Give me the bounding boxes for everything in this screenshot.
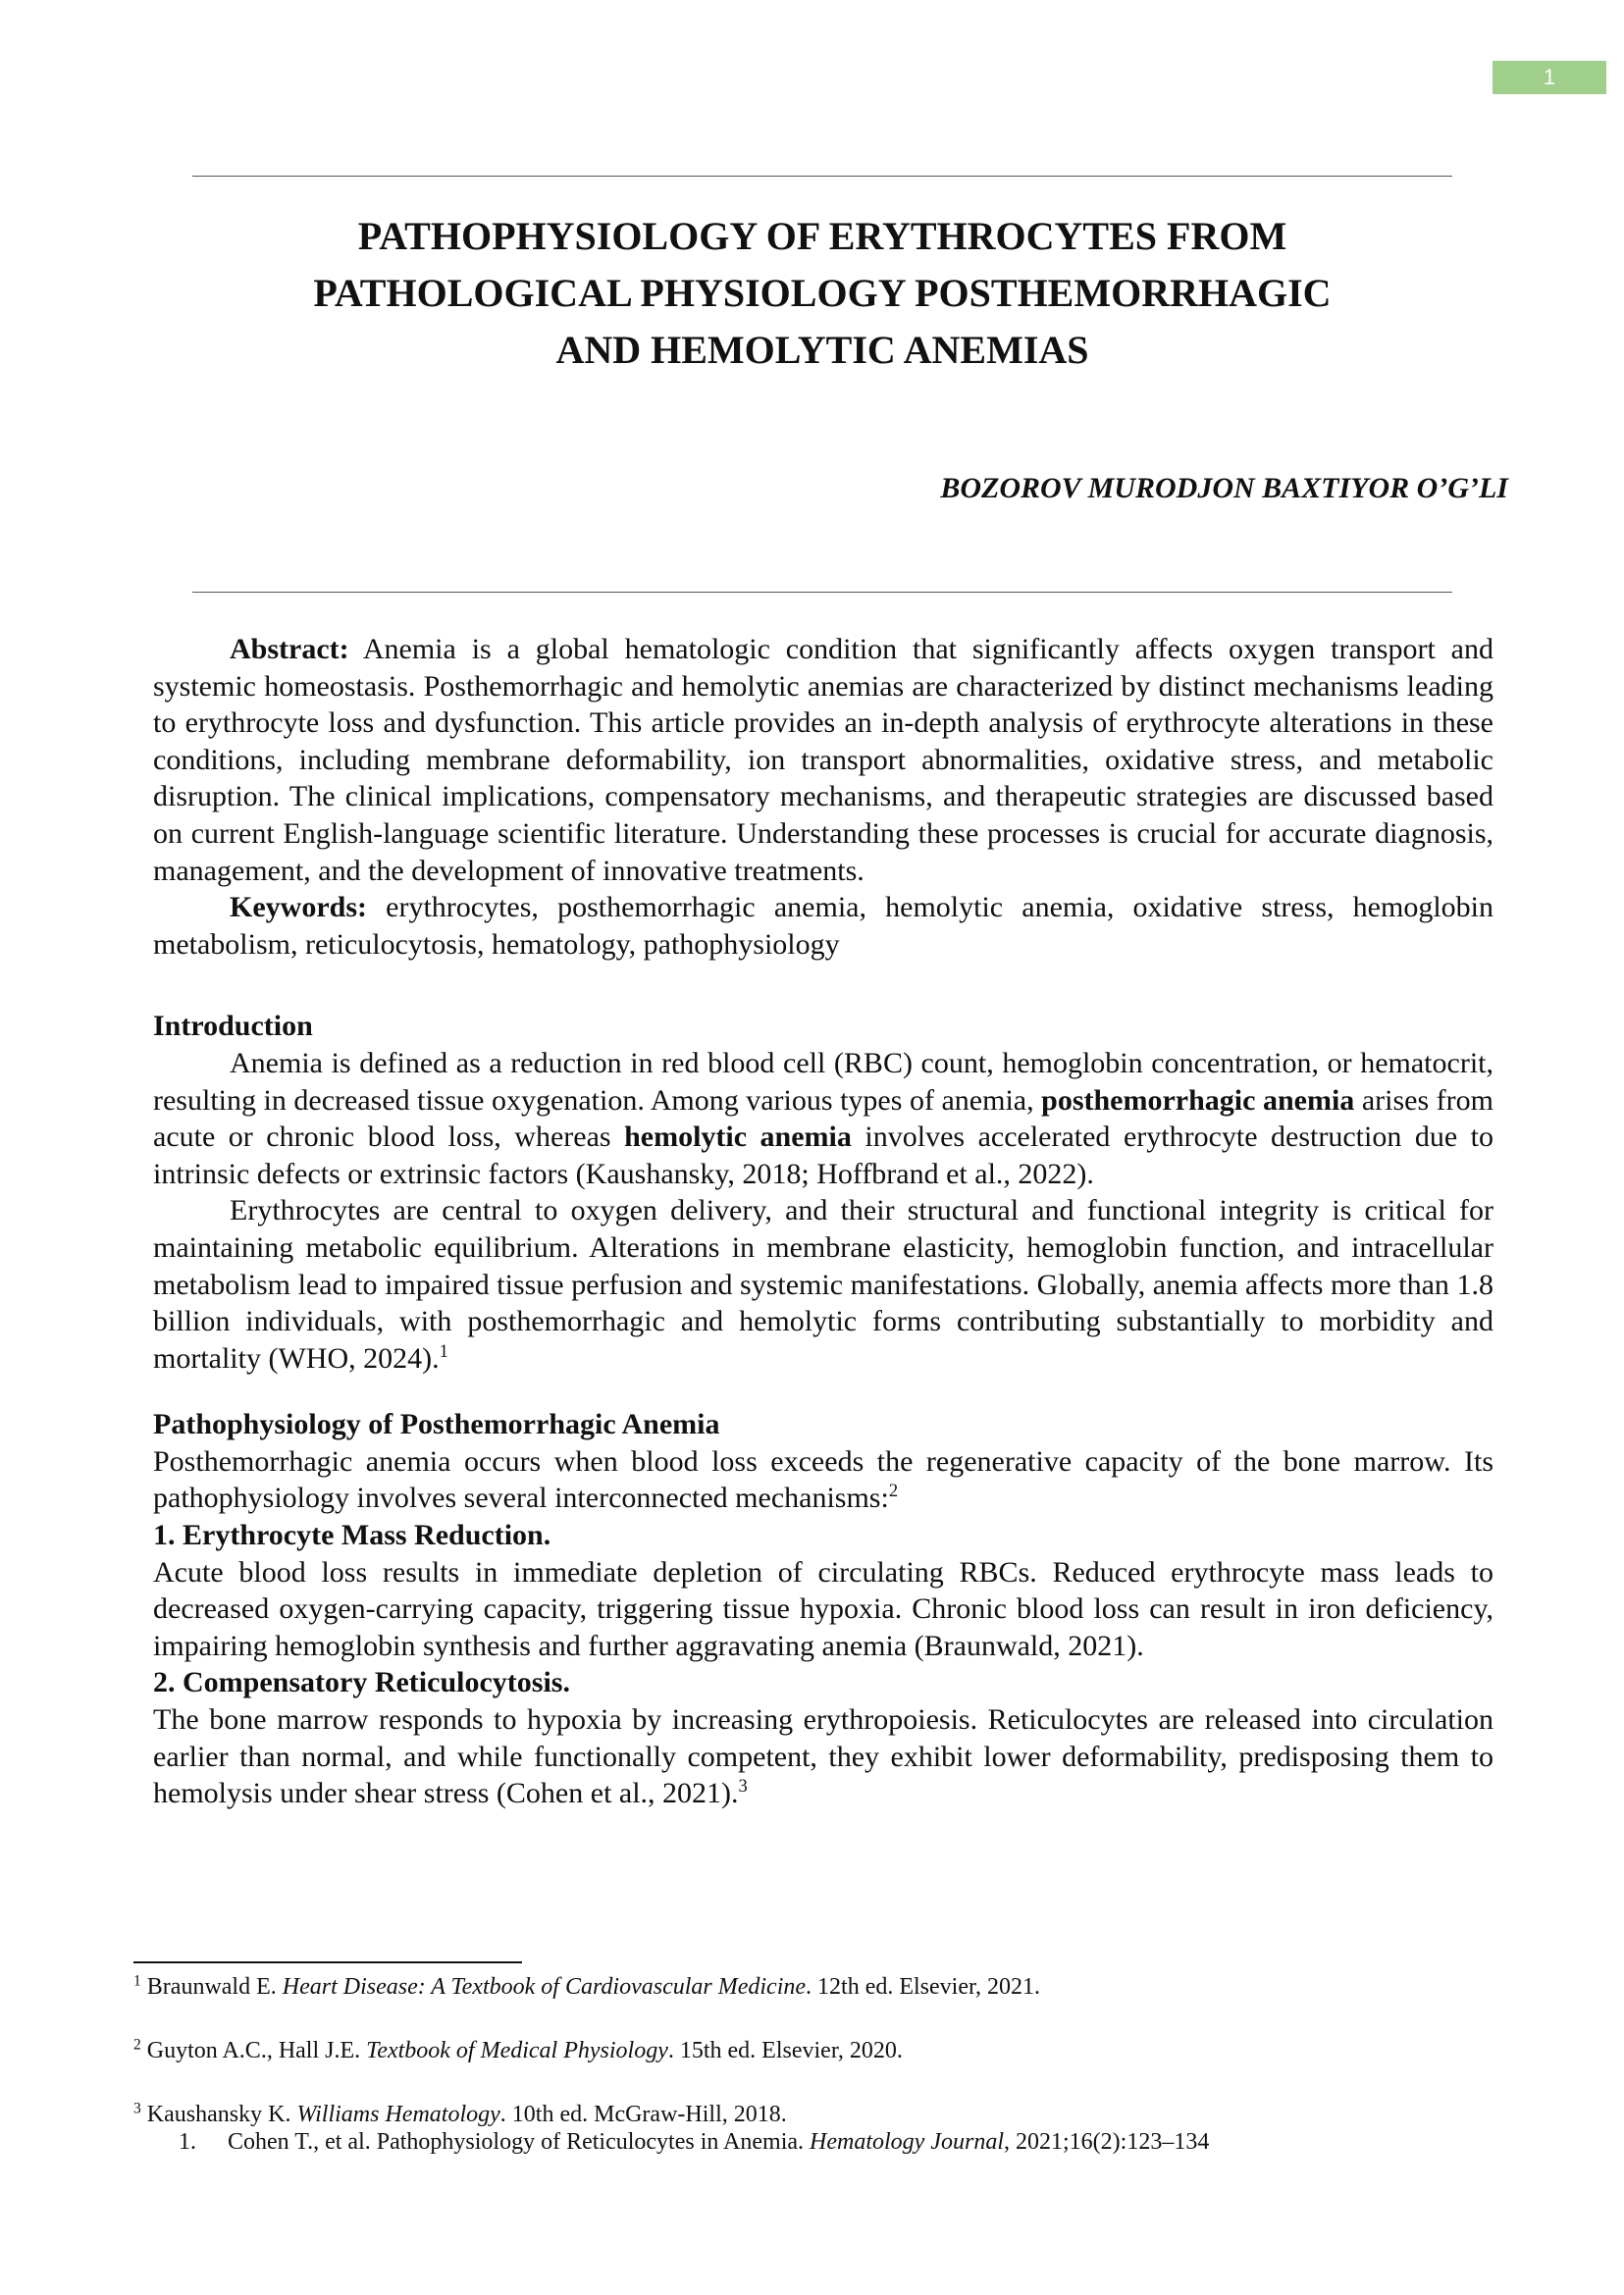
footnote-mark: 3 <box>133 2100 141 2117</box>
keywords-paragraph <box>153 889 1493 963</box>
footnote-ref[interactable]: 2 <box>888 1481 899 1502</box>
section-text: Posthemorrhagic anemia occurs when blood loss exceeds the regenerative capacity of the bone marrow. Its pathophysiology involves several interconnected mechanisms: <box>153 1444 1493 1515</box>
term-hemolytic: hemolytic anemia <box>624 1121 852 1154</box>
article-body <box>153 631 1493 1812</box>
spacer <box>153 1377 1493 1406</box>
footnote-text: . 10th ed. McGraw-Hill, 2018. <box>499 2102 787 2127</box>
top-divider <box>192 176 1452 177</box>
intro-text: arises from acute or chronic blood loss, whereas <box>153 1083 1494 1154</box>
spacer <box>153 963 1493 1008</box>
title-line: PATHOPHYSIOLOGY OF ERYTHROCYTES FROM <box>357 214 1287 258</box>
footnote-title: Heart Disease: A Textbook of Cardiovascular Medicine <box>282 1974 807 2000</box>
subsection-paragraph: Acute blood loss results in immediate depletion of circulating RBCs. Reduced erythrocyte mass leads to decreased oxygen-carrying capacity, triggering tissue hypoxia. Chronic blood loss can result in iron deficiency, impairing hemoglobin synthesis and further aggravating anemia (Braunwald, 2021). <box>153 1555 1493 1662</box>
footnote-text: Guyton A.C., Hall J.E. <box>140 2038 367 2063</box>
intro-text: Anemia is defined as a reduction in red blood cell (RBC) count, hemoglobin concentration, or hematocrit, resulting in decreased tissue oxygenation. Among various types of anemia, <box>153 1046 1493 1117</box>
footnote-divider <box>133 1961 522 1963</box>
abstract-divider <box>192 592 1452 593</box>
footnote-mark: 2 <box>133 2036 141 2054</box>
footnote-item <box>133 2100 787 2129</box>
title-line: AND HEMOLYTIC ANEMIAS <box>555 328 1089 372</box>
intro-text: involves accelerated erythrocyte destruction due to intrinsic defects or extrinsic factors (Kaushansky, 2018; Hoffbrand et al., 2022). <box>153 1121 1494 1190</box>
introduction-paragraph-1 <box>153 1045 1493 1192</box>
reference-journal: Hematology Journal <box>810 2129 1004 2155</box>
reference-item <box>179 2127 1209 2157</box>
intro-text: Erythrocytes are central to oxygen delivery, and their structural and functional integrity is critical for maintaining metabolic equilibrium. Alterations in membrane elasticity, hemoglobin function, and intracellular metabolism lead to impaired tissue perfusion and systemic manifestations. Globally, anemia affects more than 1.8 billion individuals, with posthemorrhagic and hemolytic forms contributing substantially to morbidity and mortality (WHO, 2024). <box>153 1194 1493 1375</box>
footnote-ref[interactable]: 3 <box>738 1776 748 1798</box>
footnote-item <box>133 1972 1040 2002</box>
abstract-label: Abstract: <box>230 633 349 665</box>
subsection-heading: 1. Erythrocyte Mass Reduction. <box>153 1519 551 1552</box>
footnote-text: Braunwald E. <box>140 1974 283 2000</box>
section-heading: Pathophysiology of Posthemorrhagic Anemia <box>153 1408 720 1441</box>
footnote-title: Williams Hematology <box>296 2102 500 2127</box>
title-line: PATHOLOGICAL PHYSIOLOGY POSTHEMORRHAGIC <box>313 271 1332 315</box>
author-name: BOZOROV MURODJON BAXTIYOR O’G’LI <box>940 472 1508 504</box>
subsection-heading: 2. Compensatory Reticulocytosis. <box>153 1666 570 1699</box>
footnote-text: . 12th ed. Elsevier, 2021. <box>806 1974 1041 2000</box>
abstract-paragraph <box>153 631 1493 889</box>
page-title <box>157 208 1488 379</box>
subsection-paragraph <box>153 1701 1493 1812</box>
keywords-label: Keywords: <box>230 891 367 924</box>
footnote-item <box>133 2036 903 2065</box>
footnote-title: Textbook of Medical Physiology <box>366 2038 668 2063</box>
footnote-text: Kaushansky K. <box>140 2102 297 2127</box>
reference-text: , 2021;16(2):123–134 <box>1004 2129 1210 2155</box>
section-text: The bone marrow responds to hypoxia by increasing erythropoiesis. Reticulocytes are released into circulation earlier than normal, and while functionally competent, they exhibit lower deformability, predisposing them to hemolysis under shear stress (Cohen et al., 2021). <box>153 1703 1493 1810</box>
page-number: 1 <box>1493 61 1606 94</box>
reference-number: 1. <box>179 2129 196 2155</box>
term-posthemorrhagic: posthemorrhagic anemia <box>1041 1083 1355 1117</box>
introduction-heading: Introduction <box>153 1010 313 1043</box>
reference-text: Cohen T., et al. Pathophysiology of Reticulocytes in Anemia. <box>228 2129 811 2155</box>
introduction-paragraph-2 <box>153 1192 1493 1377</box>
abstract-text: Anemia is a global hematologic condition that significantly affects oxygen transport and systemic homeostasis. Posthemorrhagic and hemolytic anemias are characterized by distinct mechanisms leading to erythrocyte loss and dysfunction. This article provides an in-depth analysis of erythrocyte alterations in these conditions, including membrane deformability, ion transport abnormalities, oxidative stress, and metabolic disruption. The clinical implications, compensatory mechanisms, and therapeutic strategies are discussed based on current English-language scientific literature. Understanding these processes is crucial for accurate diagnosis, management, and the development of innovative treatments. <box>153 633 1493 887</box>
footnote-mark: 1 <box>133 1972 141 1990</box>
keywords-text: erythrocytes, posthemorrhagic anemia, hemolytic anemia, oxidative stress, hemoglobin metabolism, reticulocytosis, hematology, pathophysiology <box>153 891 1493 961</box>
section-intro-paragraph <box>153 1443 1493 1517</box>
footnote-ref[interactable]: 1 <box>439 1340 448 1362</box>
footnote-text: . 15th ed. Elsevier, 2020. <box>667 2038 903 2063</box>
